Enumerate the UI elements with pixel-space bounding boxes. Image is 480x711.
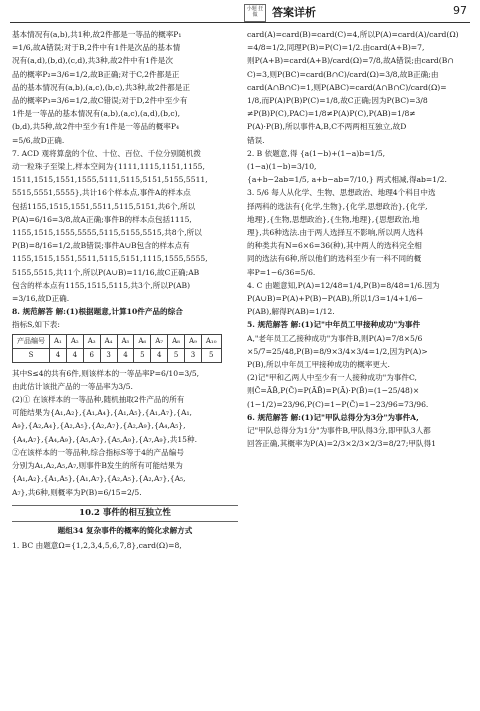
- text-line: 1155,1515,1551,5511,5115,5151,1115,1555,5555,: [12, 254, 208, 264]
- table-cell: A₆: [134, 334, 151, 348]
- text-line: card(A∩B∩C)=1,则P(ABC)=card(A∩B∩C)/card(Ω)=: [247, 82, 447, 92]
- answer-3: [247, 186, 473, 278]
- table-cell: A₁₀: [201, 334, 221, 348]
- text-line: P(A)=6/16=3/8,故A正确;事件B的样本点包括1115,: [12, 214, 192, 224]
- table-cell: A₂: [66, 334, 83, 348]
- table-cell: A₇: [151, 334, 168, 348]
- answer-7: [12, 147, 238, 305]
- text-line: 1. BC 由题意Ω={1,2,3,4,5,6,7,8},card(Ω)=8,: [12, 541, 182, 551]
- answer-2: [247, 147, 473, 187]
- text-line: 择两科的选法有{化学,生物},{化学,思想政治},{化学,: [247, 201, 428, 211]
- text-line: 其中S≤4的共有6件,则该样本的一等品率P=6/10=3/5,: [12, 368, 200, 378]
- table-cell: A₈: [168, 334, 185, 348]
- table-cell: 产品编号: [13, 334, 50, 348]
- text-line: (2)① 在该样本的一等品种,随机抽取2件产品的所有: [12, 395, 185, 405]
- text-line: 6. 规范解答 解:(1)记"甲队总得分为3分"为事件A,: [247, 412, 419, 422]
- text-line: 指标S,如下表:: [12, 320, 60, 330]
- text-line: 包括1155,1515,1551,5511,5115,5151,共6个,所以: [12, 201, 196, 211]
- text-line: 5515,5551,5555},共计16个样本点,事件A的样本点: [12, 188, 191, 198]
- table-cell: A₄: [100, 334, 117, 348]
- page-number: 97: [453, 4, 467, 17]
- header-rule: [10, 22, 470, 23]
- text-line: 品的概率P₂=3/6=1/2,故B正确;对于C,2件都是正: [12, 69, 180, 79]
- text-line: 5155,5515,共11个,所以P(A∪B)=11/16,故C正确;AB: [12, 267, 200, 277]
- text-line: 1/8,而P(A)P(B)P(C)=1/8,故C正确;因为P(BC)=3/8: [247, 96, 428, 106]
- text-line: 7. ACD 观将算盘的个位、十位、百位、千位分别随机拨: [12, 148, 201, 158]
- text-line: 则C̄=ĀB̄,P(C̄)=P(ĀB̄)=P(Ā)·P(B̄)=(1−25/48)×: [247, 386, 420, 396]
- section-title: 10.2 事件的相互独立性: [12, 505, 238, 522]
- table-cell: 4: [151, 348, 168, 362]
- text-line: 1511,1515,1551,1555,5111,5115,5151,5155,5511,: [12, 175, 208, 185]
- text-line: P(A)·P(B),所以事件A,B,C不两两相互独立,故D: [247, 122, 407, 132]
- text-line: 品的概率P₃=3/6=1/2,故C错误;对于D,2件中至少有: [12, 96, 188, 106]
- table-cell: A₉: [185, 334, 202, 348]
- text-line: 记"甲队总得分为1分"为事件B,甲队得3分,即甲队3人都: [247, 426, 431, 436]
- text-line: (1−a)(1−b)=3/10,: [247, 162, 317, 172]
- text-line: A₇},共6种,则概率为P(B)=6/15=2/5.: [12, 487, 142, 497]
- table-cell: 4: [66, 348, 83, 362]
- text-line: card(A)=card(B)=card(C)=4,所以P(A)=card(A)/card(Ω): [247, 30, 459, 39]
- text-line: P(B)=8/16=1/2,故B错误;事件A∪B包含的样本点有: [12, 241, 190, 251]
- text-line: =1/6,故A错误;对于B,2件中有1件是次品的基本情: [12, 43, 181, 53]
- text-line: 基本情况有(a,b),共1种,故2件都是一等品的概率P₁: [12, 30, 182, 39]
- text-line: A₉},{A₂,A₄},{A₂,A₅},{A₂,A₇},{A₂,A₉},{A₄,A₅},: [12, 421, 186, 431]
- book-logo: 小题 狂做: [244, 4, 266, 22]
- table-cell: S: [13, 348, 50, 362]
- text-line: 地理},{生物,思想政治},{生物,地理},{思想政治,地: [247, 214, 420, 224]
- text-line: 1件是一等品的基本情况有(a,b),(a,c),(a,d),(b,c),: [12, 109, 181, 119]
- page-header: [0, 0, 480, 24]
- text-line: {A₁,A₂},{A₁,A₅},{A₁,A₇},{A₂,A₅},{A₂,A₇},{A₅,: [12, 474, 186, 484]
- answer-6-continued: [12, 28, 238, 147]
- text-line: 1155,1515,1555,5555,5115,5155,5515,共8个,所以: [12, 228, 202, 238]
- text-line: 5. 规范解答 解:(1)记"中年员工甲接种成功"为事件: [247, 320, 421, 330]
- group-title: 题组34 复杂事件的概率的简化求解方式: [57, 525, 193, 535]
- text-line: 4. C 由题意知,P(A)=12/48=1/4,P(B)=8/48=1/6.因为: [247, 280, 440, 290]
- text-line: 包含的样本点有1155,1515,5115,共3个,所以P(AB): [12, 280, 191, 290]
- left-column: [12, 28, 238, 708]
- text-line: 则P(A+B)=card(A+B)/card(Ω)=7/8,故A错误;由card(B∩: [247, 56, 454, 66]
- text-line: 回答正确,其概率为P(A)=2/3×2/3×2/3=8/27;甲队得1: [247, 439, 437, 449]
- right-column: [247, 28, 473, 708]
- text-line: 可能结果为{A₁,A₂},{A₁,A₄},{A₁,A₅},{A₁,A₇},{A₁,: [12, 408, 192, 418]
- header-title: 答案详析: [272, 6, 316, 19]
- table-cell: 4: [117, 348, 134, 362]
- table-cell: 6: [83, 348, 100, 362]
- text-line: 3. 5/6 每人从化学、生物、思想政治、地理4个科目中选: [247, 188, 436, 198]
- text-line: 同的选法有6种,所以他们的选科至少有一科不同的概: [247, 254, 422, 264]
- text-line: 理},共6种选法.由于两人选择互不影响,所以两人选科: [247, 228, 424, 238]
- text-line: 分别为A₁,A₂,A₅,A₇,则事件B发生的所有可能结果为: [12, 461, 183, 471]
- text-line: 率P=1−6/36=5/6.: [247, 267, 316, 277]
- index-table: [12, 334, 222, 363]
- text-line: 由此估计该批产品的一等品率为3/5.: [12, 381, 133, 391]
- answer-4: [247, 279, 473, 319]
- table-row: [13, 348, 222, 362]
- text-line: P(A∪B)=P(A)+P(B)−P(AB),所以1/3=1/4+1/6−: [247, 294, 424, 304]
- table-cell: 5: [134, 348, 151, 362]
- text-line: {A₄,A₇},{A₄,A₉},{A₅,A₇},{A₅,A₉},{A₇,A₉},共15种.: [12, 434, 197, 444]
- answer-6: [247, 411, 473, 451]
- text-line: 的种类共有N=6×6=36(种),其中两人的选科完全相: [247, 241, 422, 251]
- text-line: =5/6,故D正确.: [12, 135, 65, 145]
- text-line: ②在该样本的一等品种,综合指标S等于4的产品编号: [12, 447, 184, 457]
- table-cell: 3: [185, 348, 202, 362]
- text-line: P(B),所以中年员工甲接种成功的概率更大.: [247, 360, 390, 370]
- text-line: C)=3,则P(BC)=card(B∩C)/card(Ω)=3/8,故B正确;由: [247, 69, 439, 79]
- text-line: ≠P(B)P(C),PAC)=1/8≠P(A)P(C),P(AB)=1/8≠: [247, 109, 416, 119]
- text-line: {a+b−2ab=1/5, a+b−ab=7/10,} 两式相减,得ab=1/2.: [247, 175, 447, 185]
- text-line: (2)记"甲和乙两人中至少有一人接种成功"为事件C,: [247, 373, 417, 383]
- text-line: =4/8=1/2,同理P(B)=P(C)=1/2.由card(A+B)=7,: [247, 43, 425, 53]
- text-line: A,"老年员工乙接种成功"为事件B,则P(A)=7/8×5/6: [247, 333, 423, 343]
- text-line: 8. 规范解答 解:(1)根据题意,计算10件产品的综合: [12, 307, 183, 317]
- text-line: 2. B 依题意,得 {a(1−b)+(1−a)b=1/5,: [247, 148, 386, 158]
- answer-5: [247, 318, 473, 410]
- text-line: 动一粒珠子至梁上,样本空间为{1111,1115,1151,1155,: [12, 162, 205, 172]
- table-cell: A₅: [117, 334, 134, 348]
- text-line: =3/16,故D正确.: [12, 294, 70, 304]
- table-cell: A₁: [50, 334, 67, 348]
- table-cell: 3: [100, 348, 117, 362]
- text-line: 况有(a,d),(b,d),(c,d),共3种,故2件中有1件是次: [12, 56, 173, 66]
- text-line: 错误.: [247, 135, 265, 145]
- answer-8: [12, 305, 238, 498]
- table-cell: 4: [50, 348, 67, 362]
- text-line: ×5/7=25/48,P(B)=8/9×3/4×3/4=1/2,因为P(A)>: [247, 346, 428, 356]
- table-cell: 5: [168, 348, 185, 362]
- text-line: P(AB),解得P(AB)=1/12.: [247, 307, 335, 317]
- text-line: 品的基本情况有(a,b),(a,c),(b,c),共3种,故2件都是正: [12, 82, 190, 92]
- answer-1-continued: [247, 28, 473, 147]
- table-cell: 5: [201, 348, 221, 362]
- table-header-row: [13, 334, 222, 348]
- text-line: (1−1/2)=23/96,P(C)=1−P(C̄)=1−23/96=73/96.: [247, 399, 429, 409]
- table-cell: A₃: [83, 334, 100, 348]
- text-line: (b,d),共5种,故2件中至少有1件是一等品的概率P₄: [12, 122, 180, 132]
